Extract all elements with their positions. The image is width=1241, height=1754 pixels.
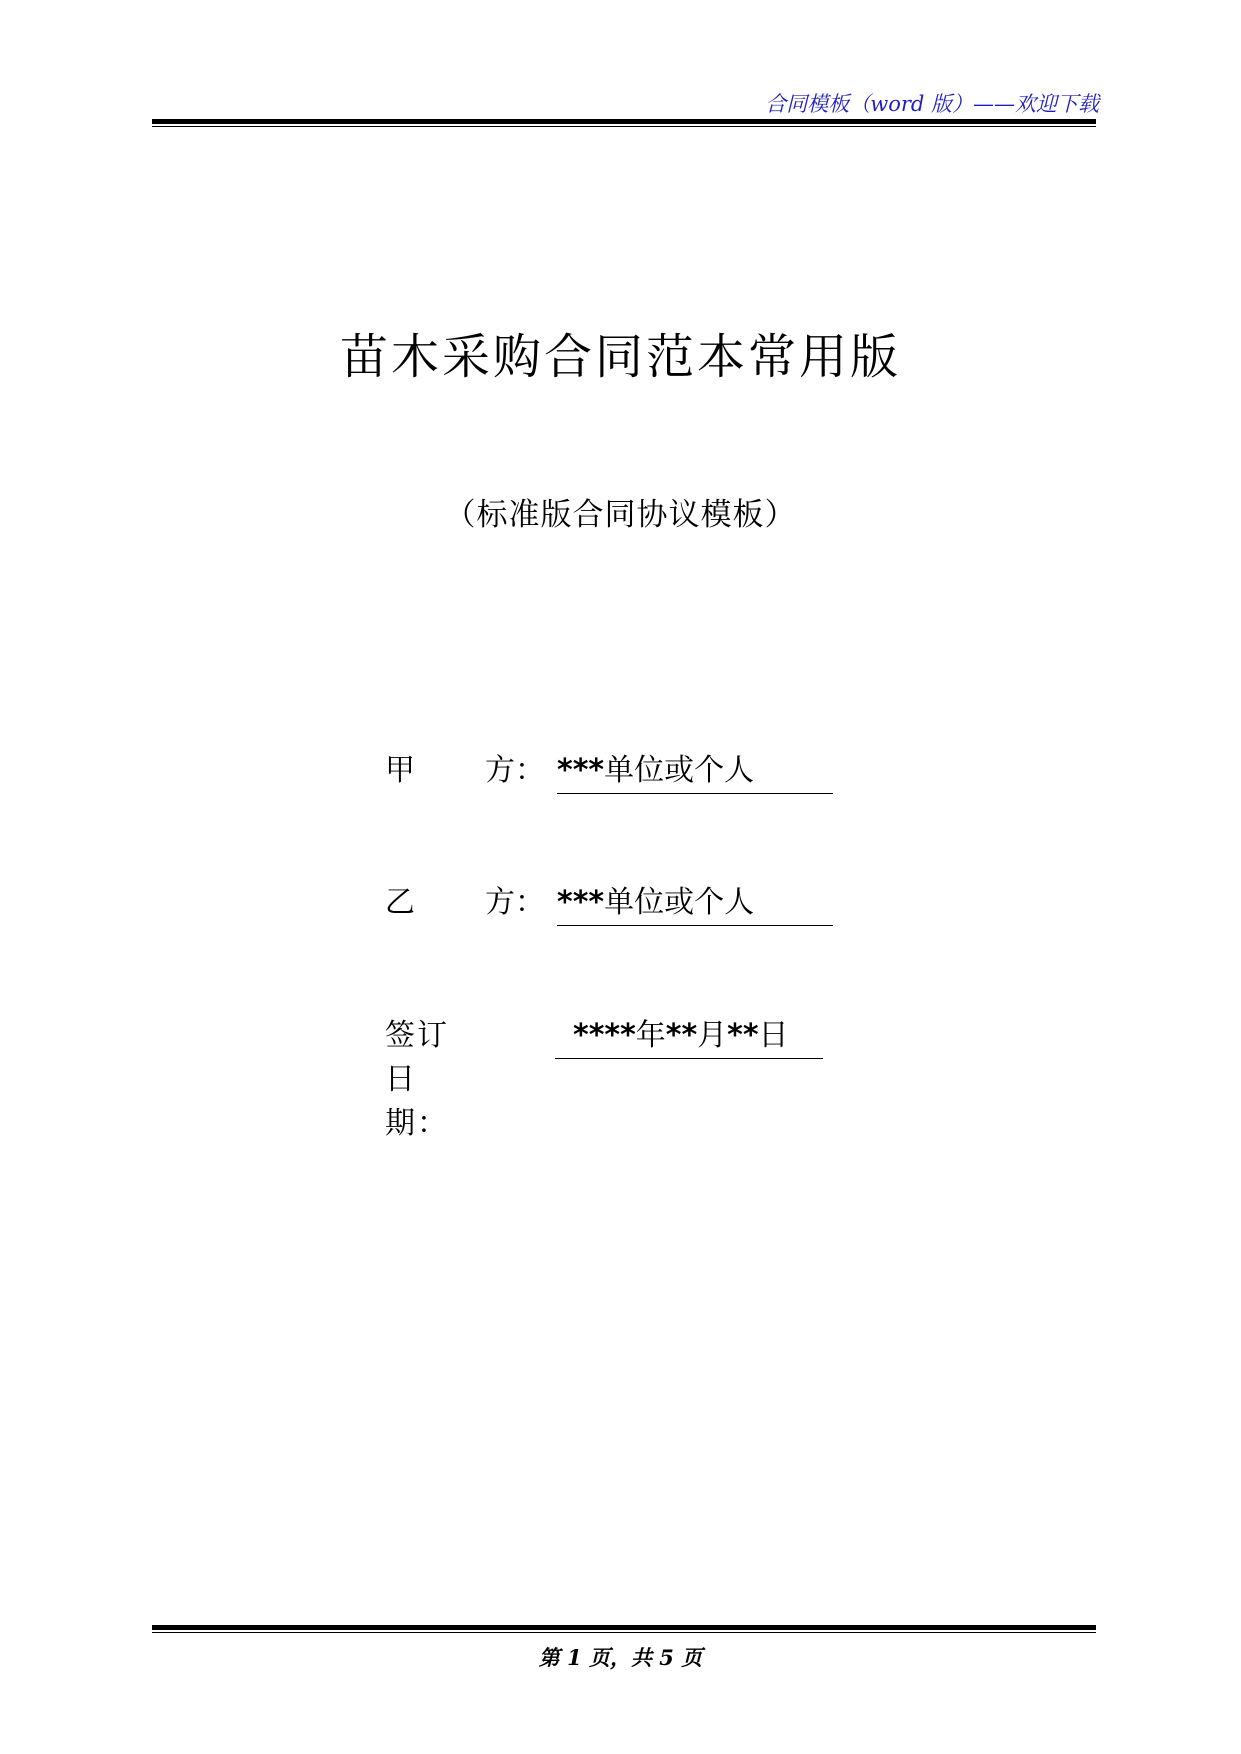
sign-date-month: ** <box>665 1018 698 1053</box>
party-a-value-stars: *** <box>557 753 605 788</box>
party-b-label-1: 乙 <box>385 885 415 920</box>
sign-date-label: 签订日期： <box>385 1018 449 1141</box>
header-rule-thick <box>152 119 1096 124</box>
party-a-label-1: 甲 <box>385 753 415 788</box>
sign-date-day-unit: 日 <box>758 1018 789 1053</box>
document-subtitle: （标准版合同协议模板） <box>444 497 797 533</box>
sign-date-day: ** <box>727 1018 759 1053</box>
footer-rule-thin <box>152 1632 1096 1633</box>
page-number-text: 第 1 页，共 5 页 <box>538 1645 703 1670</box>
header-text: 合同模板（word 版）——欢迎下载 <box>765 92 1099 116</box>
sign-date-year-unit: 年 <box>635 1018 666 1053</box>
party-b-value <box>557 877 833 926</box>
party-b-label-2: 方： <box>485 885 545 920</box>
party-a-value <box>557 745 833 794</box>
party-a-label-2: 方： <box>485 753 545 788</box>
party-b-value-stars: *** <box>557 885 605 920</box>
document-title: 苗木采购合同范本常用版 <box>339 329 901 385</box>
party-a-value-text: 单位或个人 <box>604 753 755 788</box>
header-rule-thin <box>152 126 1096 127</box>
sign-date-value <box>555 1010 823 1059</box>
footer-rule-thick <box>152 1625 1096 1630</box>
sign-date-month-unit: 月 <box>697 1018 728 1053</box>
party-b-value-text: 单位或个人 <box>604 885 755 920</box>
sign-date-year: **** <box>573 1018 636 1053</box>
